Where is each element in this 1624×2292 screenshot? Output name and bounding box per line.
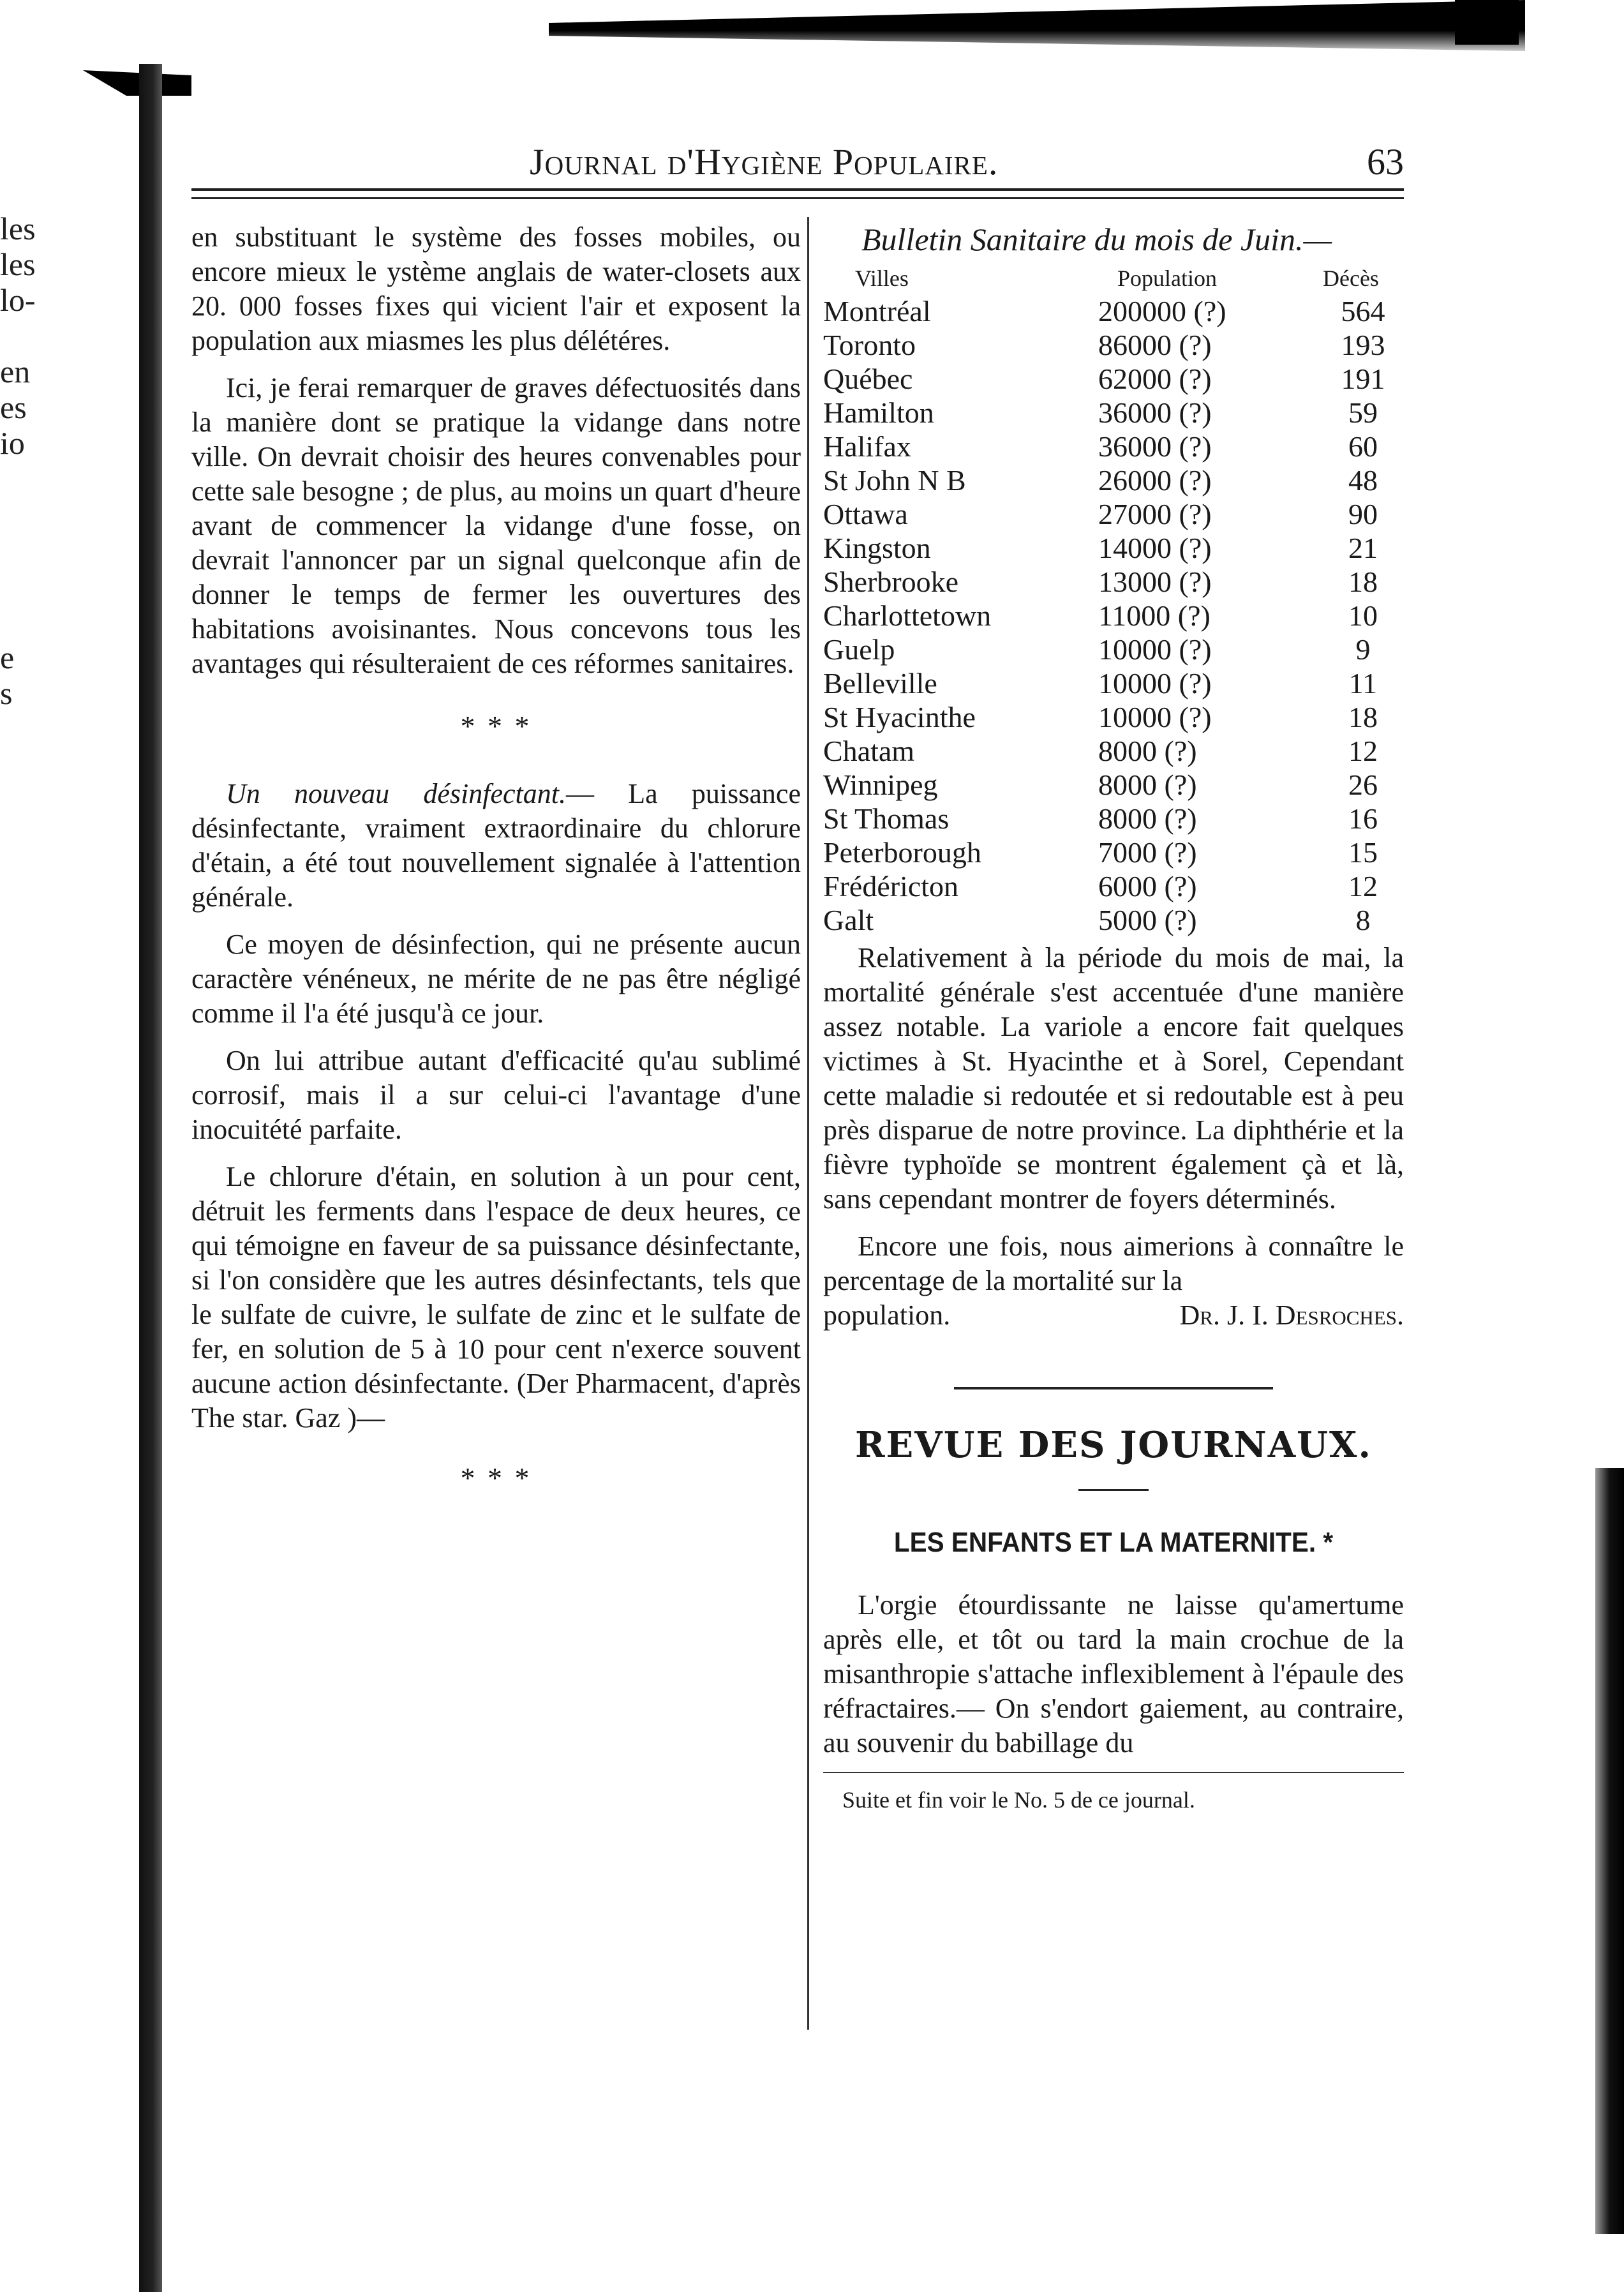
table-row xyxy=(823,531,1404,565)
table-row xyxy=(823,497,1404,531)
table-header-row xyxy=(823,262,1404,294)
city-cell: Belleville xyxy=(823,667,937,700)
population-cell: 36000 (?) xyxy=(1098,396,1212,429)
deaths-cell: 21 xyxy=(1348,532,1378,564)
table-row xyxy=(823,565,1404,599)
column-header: Population xyxy=(1117,266,1218,291)
margin-fragment: io xyxy=(0,425,25,461)
city-cell: St John N B xyxy=(823,464,966,497)
margin-fragment: lo- xyxy=(0,282,36,318)
population-cell: 26000 (?) xyxy=(1098,464,1212,497)
city-cell: Winnipeg xyxy=(823,768,938,801)
city-cell: Kingston xyxy=(823,532,931,564)
table-row xyxy=(823,768,1404,802)
section-rule xyxy=(954,1387,1273,1389)
margin-fragment xyxy=(0,568,64,604)
population-cell: 27000 (?) xyxy=(1098,498,1212,530)
table-row xyxy=(823,362,1404,396)
margin-fragment: les xyxy=(0,246,36,282)
column-header: Villes xyxy=(855,266,909,291)
population-cell: 10000 (?) xyxy=(1098,633,1212,666)
margin-fragment xyxy=(0,604,64,640)
table-row xyxy=(823,633,1404,666)
city-cell: Galt xyxy=(823,904,874,936)
margin-fragment xyxy=(0,497,64,532)
deaths-cell: 90 xyxy=(1348,498,1378,530)
paragraph: Ici, je ferai remarquer de graves défectuosités dans la manière dont se pratique la vidange dans notre ville. On devrait choisir des heures convenables pour cette sale besogne ; de plus, au moins un quart d'heure avant de commencer la vidange d'une fosse, on devrait l'annoncer par un signal quelconque afin de donner le temps de fermer les ouvertures des habitations avoisinantes. Nous concevons tous les avantages qui résulteraient de ces réformes sanitaires. xyxy=(191,372,801,679)
column-header: Décès xyxy=(1323,266,1379,291)
deaths-cell: 18 xyxy=(1348,701,1378,733)
table-row xyxy=(823,430,1404,463)
population-cell: 36000 (?) xyxy=(1098,430,1212,463)
table-row xyxy=(823,869,1404,903)
paragraph: Ce moyen de désinfection, qui ne présente aucun caractère vénéneux, ne mérite de ne pas être négligé comme il l'a été jusqu'à ce jour. xyxy=(191,929,801,1029)
scan-edge-left xyxy=(139,64,162,2292)
footnote-rule xyxy=(823,1772,1404,1773)
population-cell: 62000 (?) xyxy=(1098,363,1212,395)
margin-fragment: s xyxy=(0,675,13,711)
deaths-cell: 18 xyxy=(1348,566,1378,598)
deaths-cell: 12 xyxy=(1348,735,1378,767)
author-signature: Dr. J. I. Desroches. xyxy=(1179,1300,1404,1331)
scan-edge-notch xyxy=(83,70,191,96)
page-number: 63 xyxy=(1367,141,1404,183)
table-row xyxy=(823,396,1404,430)
population-cell: 10000 (?) xyxy=(1098,701,1212,733)
scan-edge-right xyxy=(1595,1468,1624,2234)
paragraph-text: — La puissance désinfectante, vraiment extraordinaire du chlorure d'étain, a été tout nouvellement signalée à l'attention générale. xyxy=(191,778,801,913)
city-cell: Peterborough xyxy=(823,836,981,869)
deaths-cell: 48 xyxy=(1348,464,1378,497)
margin-fragment xyxy=(0,532,64,568)
deaths-cell: 9 xyxy=(1355,633,1371,666)
population-cell: 10000 (?) xyxy=(1098,667,1212,700)
right-column xyxy=(823,220,1404,1814)
city-cell: St Thomas xyxy=(823,802,950,835)
population-cell: 86000 (?) xyxy=(1098,329,1212,361)
deaths-cell: 193 xyxy=(1341,329,1385,361)
deaths-cell: 60 xyxy=(1348,430,1378,463)
deaths-cell: 564 xyxy=(1341,295,1385,327)
article-title: LES ENFANTS ET LA MATERNITE. * xyxy=(893,1527,1334,1558)
population-cell: 8000 (?) xyxy=(1098,735,1197,767)
table-row xyxy=(823,463,1404,497)
scan-edge-top xyxy=(549,0,1525,51)
margin-fragment: en xyxy=(0,354,31,389)
section-separator: * * * xyxy=(460,710,532,742)
city-cell: Guelp xyxy=(823,633,895,666)
mortality-table xyxy=(823,262,1404,937)
population-cell: 8000 (?) xyxy=(1098,768,1197,801)
paragraph-end: population. xyxy=(823,1300,951,1331)
section-title: REVUE DES JOURNAUX. xyxy=(855,1424,1372,1466)
scan-edge-top-dark xyxy=(1455,0,1519,45)
margin-fragment xyxy=(0,318,64,354)
deaths-cell: 59 xyxy=(1348,396,1378,429)
population-cell: 8000 (?) xyxy=(1098,802,1197,835)
city-cell: Sherbrooke xyxy=(823,566,959,598)
margin-fragment: es xyxy=(0,389,27,425)
table-body xyxy=(823,294,1404,937)
table-row xyxy=(823,599,1404,633)
city-cell: Toronto xyxy=(823,329,916,361)
page-header xyxy=(383,134,1404,191)
column-divider xyxy=(807,217,809,2030)
paragraph: L'orgie étourdissante ne laisse qu'amertume après elle, et tôt ou tard la main crochue de la misanthropie s'attache inflexiblement à l'épaule des réfractaires.— On s'endort gaiement, au contraire, au souvenir du babillage du xyxy=(823,1589,1404,1758)
signature-line xyxy=(823,1298,1404,1333)
table-row xyxy=(823,666,1404,700)
table-row xyxy=(823,294,1404,328)
city-cell: Ottawa xyxy=(823,498,908,530)
paragraph: en substituant le système des fosses mobiles, ou encore mieux le ystème anglais de water-closets aux 20. 000 fosses fixes qui vicient l'air et exposent la population aux miasmes les plus délétéres. xyxy=(191,221,801,356)
table-row xyxy=(823,802,1404,835)
deaths-cell: 191 xyxy=(1341,363,1385,395)
city-cell: Charlottetown xyxy=(823,599,992,632)
paragraph-lead: Un nouveau désinfectant. xyxy=(226,778,566,809)
table-row xyxy=(823,903,1404,937)
city-cell: Québec xyxy=(823,363,913,395)
header-rule xyxy=(191,188,1404,199)
deaths-cell: 10 xyxy=(1348,599,1378,632)
population-cell: 11000 (?) xyxy=(1098,599,1211,632)
city-cell: Montréal xyxy=(823,295,931,327)
deaths-cell: 15 xyxy=(1348,836,1378,869)
paragraph xyxy=(191,777,801,915)
city-cell: Hamilton xyxy=(823,396,934,429)
population-cell: 200000 (?) xyxy=(1098,295,1226,327)
running-title: Journal d'Hygiène Populaire. xyxy=(530,141,999,183)
population-cell: 13000 (?) xyxy=(1098,566,1212,598)
deaths-cell: 12 xyxy=(1348,870,1378,903)
title-rule xyxy=(1078,1489,1149,1491)
table-row xyxy=(823,700,1404,734)
population-cell: 14000 (?) xyxy=(1098,532,1212,564)
margin-fragment xyxy=(0,461,64,497)
margin-fragment: e xyxy=(0,640,15,675)
population-cell: 5000 (?) xyxy=(1098,904,1197,936)
margin-fragments xyxy=(0,211,64,711)
deaths-cell: 26 xyxy=(1348,768,1378,801)
population-cell: 6000 (?) xyxy=(1098,870,1197,903)
left-column xyxy=(191,220,801,1495)
city-cell: St Hyacinthe xyxy=(823,701,976,733)
deaths-cell: 11 xyxy=(1348,667,1378,700)
deaths-cell: 16 xyxy=(1348,802,1378,835)
paragraph: Encore une fois, nous aimerions à connaître le percentage de la mortalité sur la xyxy=(823,1231,1404,1296)
deaths-cell: 8 xyxy=(1355,904,1371,936)
city-cell: Chatam xyxy=(823,735,915,767)
table-row xyxy=(823,734,1404,768)
table-row xyxy=(823,328,1404,362)
margin-fragment: les xyxy=(0,211,36,246)
city-cell: Frédéricton xyxy=(823,870,959,903)
paragraph: Relativement à la période du mois de mai, la mortalité générale s'est accentuée d'une manière assez notable. La variole a encore fait quelques victimes à St. Hyacinthe et à Sorel, Cependant cette maladie si redoutée et si redoutable est à peu près disparue de notre province. La diphthérie et la fièvre typhoïde se montrent également çà et là, sans cependant montrer de foyers déterminés. xyxy=(823,942,1404,1215)
paragraph: On lui attribue autant d'efficacité qu'au sublimé corrosif, mais il a sur celui-ci l'avantage d'une inocuitété parfaite. xyxy=(191,1045,801,1145)
section-separator: * * * xyxy=(460,1462,532,1494)
population-cell: 7000 (?) xyxy=(1098,836,1197,869)
bulletin-title: Bulletin Sanitaire du mois de Juin.— xyxy=(861,221,1332,257)
footnote: Suite et fin voir le No. 5 de ce journal. xyxy=(842,1787,1195,1813)
city-cell: Halifax xyxy=(823,430,911,463)
paragraph: Le chlorure d'étain, en solution à un pour cent, détruit les ferments dans l'espace de deux heures, ce qui témoigne en faveur de sa puissance désinfectante, si l'on considère que les autres désinfectants, tels que le sulfate de cuivre, le sulfate de zinc et le sulfate de fer, en solution de 5 à 10 pour cent n'exerce souvent aucune action désinfectante. (Der Pharmacent, d'après The star. Gaz )— xyxy=(191,1161,801,1434)
table-row xyxy=(823,835,1404,869)
